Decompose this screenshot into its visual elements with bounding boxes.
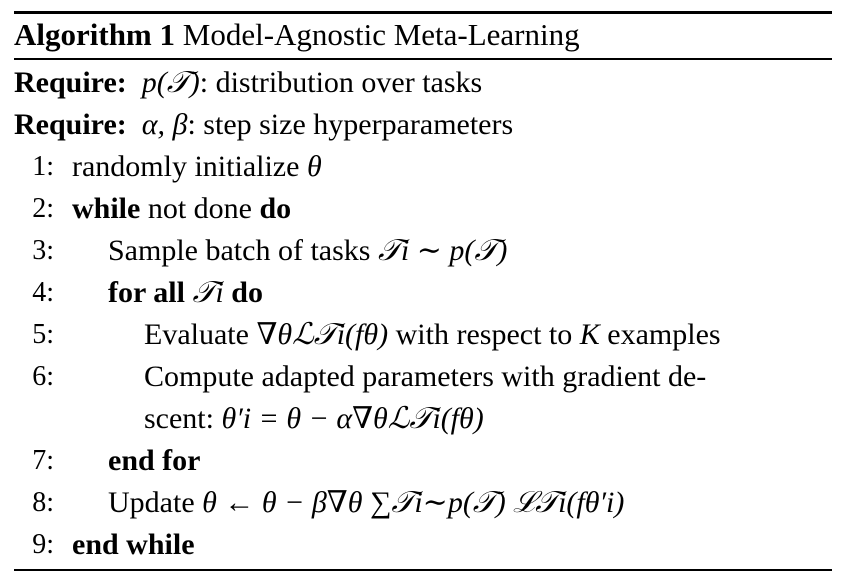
step-text: not done	[147, 192, 252, 225]
require-text: : step size hyperparameters	[187, 108, 514, 141]
step-math-2: K	[579, 318, 600, 351]
for-all-keyword: for all	[108, 276, 185, 309]
step-math: θ	[306, 150, 322, 183]
step-math: θ′i = θ − α∇θℒ𝒯i(fθ)	[221, 402, 484, 435]
line-number: 3:	[32, 235, 54, 266]
step-math: ∇θℒ𝒯i(fθ)	[256, 318, 389, 351]
require-keyword: Require:	[14, 66, 127, 99]
line-number: 9:	[32, 529, 54, 560]
require-math: p(𝒯)	[141, 66, 200, 99]
step-text: Sample batch of tasks	[108, 234, 371, 267]
algorithm-label: Algorithm 1	[14, 17, 176, 52]
line-number: 2:	[32, 193, 54, 224]
step-math: θ ← θ − β∇θ ∑𝒯i∼p(𝒯) ℒ𝒯i(fθ′i)	[202, 486, 625, 519]
while-keyword: while	[72, 192, 141, 225]
line-number: 5:	[32, 319, 54, 350]
step-text: Update	[108, 486, 195, 519]
line-number: 7:	[32, 445, 54, 476]
step-math: 𝒯i ∼ p(𝒯)	[377, 234, 508, 267]
require-math: α, β	[141, 108, 188, 141]
step-text-continued: scent:	[144, 402, 214, 435]
step-math: 𝒯i	[192, 276, 224, 309]
algorithm-title: Model-Agnostic Meta-Learning	[182, 17, 580, 52]
step-text: Compute adapted parameters with gradient de-	[144, 360, 707, 393]
do-keyword: do	[259, 192, 292, 225]
step-text-2: with respect to	[395, 318, 573, 351]
line-number: 6:	[32, 361, 54, 392]
bottom-rule	[14, 569, 832, 571]
step-text: randomly initialize	[72, 150, 300, 183]
line-number: 1:	[32, 151, 54, 182]
end-while-keyword: end while	[72, 528, 195, 561]
do-keyword: do	[231, 276, 263, 309]
algorithm-caption	[14, 13, 580, 57]
caption-rule	[14, 58, 832, 60]
require-keyword: Require:	[14, 108, 127, 141]
line-number: 8:	[32, 487, 54, 518]
step-text-3: examples	[607, 318, 721, 351]
require-text: : distribution over tasks	[199, 66, 483, 99]
step-text: Evaluate	[144, 318, 249, 351]
end-for-keyword: end for	[108, 444, 201, 477]
line-number: 4:	[32, 277, 54, 308]
